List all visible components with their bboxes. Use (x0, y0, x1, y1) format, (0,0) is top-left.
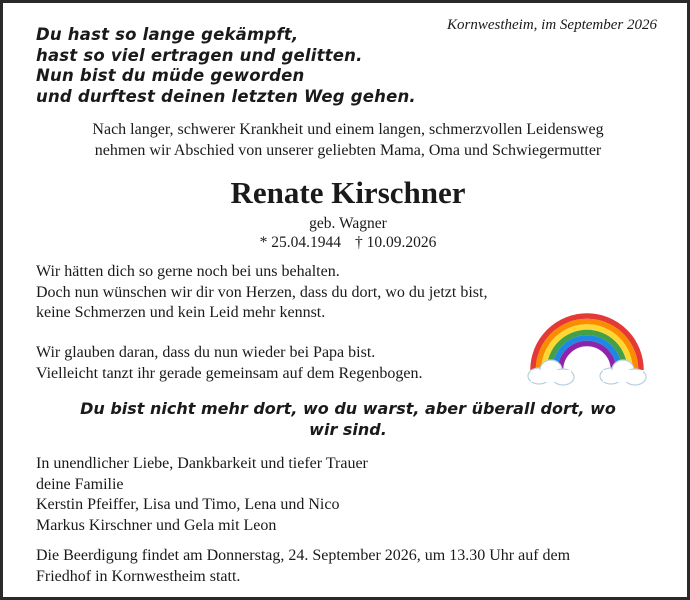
opening-poem (36, 25, 416, 107)
mourners-line: Kerstin Pfeiffer, Lisa und Timo, Lena und Nico (36, 496, 340, 513)
quote-line: wir sind. (309, 419, 387, 439)
birth-name: geb. Wagner (309, 215, 387, 232)
mourners-list (36, 454, 368, 536)
place-and-date: Kornwestheim, im September 2026 (447, 17, 657, 33)
intro-line: nehmen wir Abschied von unserer geliebten Mama, Oma und Schwiegermutter (94, 142, 602, 159)
poem-line: und durftest deinen letzten Weg gehen. (36, 86, 416, 106)
poem-line: Du hast so lange gekämpft, (36, 25, 299, 44)
text-line: Wir hätten dich so gerne noch bei uns behalten. (36, 263, 340, 280)
text-line: Wir glauben daran, dass du nun wieder bei Papa bist. (36, 344, 376, 361)
rainbow-arc (561, 344, 614, 371)
birth-date: * 25.04.1944 (259, 234, 341, 251)
belief-paragraph (36, 343, 422, 384)
mourners-line: In unendlicher Liebe, Dankbarkeit und tiefer Trauer (36, 455, 368, 472)
poem-line: Nun bist du müde geworden (36, 66, 305, 85)
mourners-line: Markus Kirschner und Gela mit Leon (36, 516, 277, 534)
quote (3, 399, 690, 440)
farewell-paragraph (36, 262, 487, 324)
text-line: Vielleicht tanzt ihr gerade gemeinsam auf dem Regenbogen. (36, 364, 423, 382)
text-line: keine Schmerzen und kein Leid mehr kennst. (36, 304, 326, 321)
intro-line: Nach langer, schwerer Krankheit und einem langen, schmerzvollen Leidensweg (92, 121, 604, 138)
rainbow-icon (525, 306, 649, 390)
funeral-notice (36, 546, 570, 587)
text-line: Doch nun wünschen wir dir von Herzen, dass du dort, wo du jetzt bist, (36, 283, 488, 301)
intro-text (3, 119, 690, 161)
deceased-name: Renate Kirschner (230, 175, 466, 210)
life-dates (3, 234, 690, 252)
poem-line: hast so viel ertragen und gelitten. (36, 45, 363, 65)
quote-line: Du bist nicht mehr dort, wo du warst, aber überall dort, wo (80, 399, 616, 418)
mourners-line: deine Familie (36, 475, 124, 493)
death-date: † 10.09.2026 (355, 234, 437, 251)
funeral-line: Friedhof in Kornwestheim statt. (36, 567, 241, 585)
funeral-line: Die Beerdigung findet am Donnerstag, 24. September 2026, um 13.30 Uhr auf dem (36, 547, 571, 564)
